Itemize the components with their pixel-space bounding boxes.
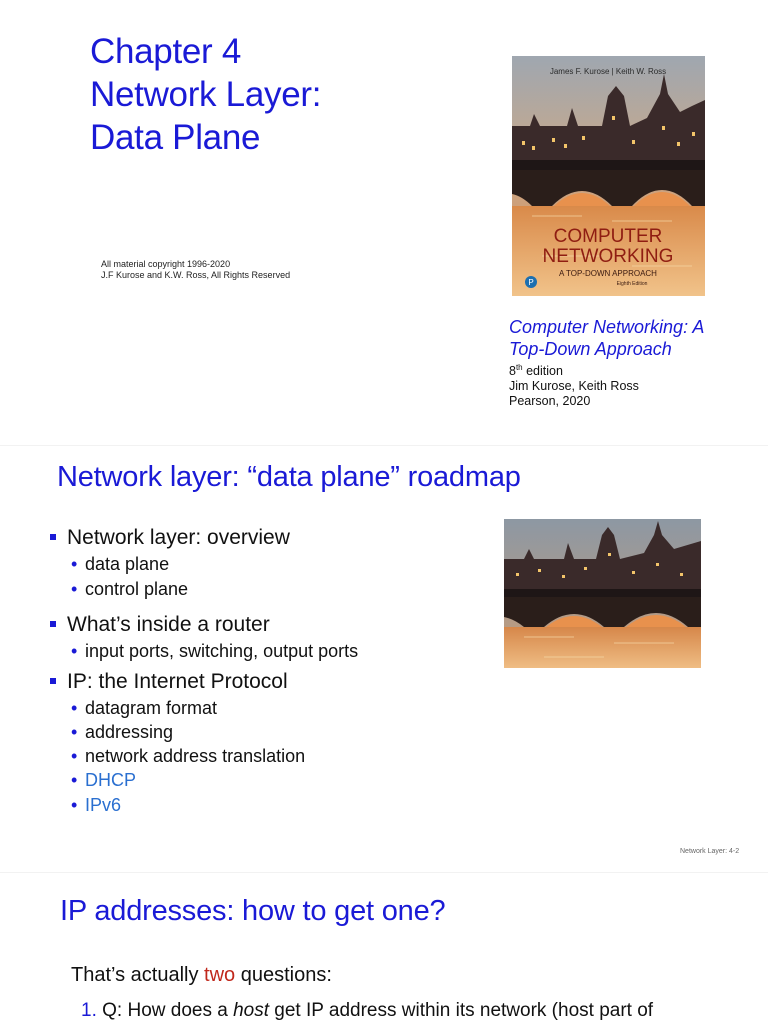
roadmap-subitem-label[interactable]: DHCP — [85, 770, 137, 790]
book-title-line: Computer Networking: A — [509, 317, 705, 337]
book-title-line: Top-Down Approach — [509, 339, 672, 359]
roadmap-item-label: IP: the Internet Protocol — [67, 670, 288, 693]
slide-divider — [0, 445, 768, 446]
question-text: get IP address within its network (host part of — [269, 1000, 654, 1021]
roadmap-subitem-label[interactable]: IPv6 — [85, 795, 122, 815]
book-publisher: Pearson, 2020 — [509, 394, 591, 409]
book-cover-image — [512, 56, 705, 296]
copyright-line: All material copyright 1996-2020 — [101, 259, 231, 269]
slide1-title-line: Data Plane — [90, 118, 261, 157]
round-bullet-icon: • — [71, 795, 78, 815]
book-cover-title-2: NETWORKING — [542, 246, 674, 267]
roadmap-subitem-label: input ports, switching, output ports — [85, 641, 359, 661]
round-bullet-icon: • — [71, 554, 78, 574]
slide3-intro — [71, 964, 332, 987]
intro-text: That’s actually — [71, 964, 205, 986]
intro-emphasis: two — [204, 964, 236, 986]
copyright-notice — [101, 259, 290, 281]
bridge-photo — [504, 519, 701, 668]
slide-number: Network Layer: 4-2 — [680, 848, 740, 855]
slide3-title: IP addresses: how to get one? — [60, 895, 446, 927]
roadmap-item-label: What’s inside a router — [67, 613, 270, 636]
edition-number: 8 — [509, 364, 516, 379]
question-text: Q: How does a — [96, 1000, 234, 1021]
slide1-title-line: Network Layer: — [90, 75, 322, 114]
roadmap-subitem-label: addressing — [85, 722, 174, 742]
square-bullet-icon — [50, 678, 56, 684]
roadmap-subitem-label: datagram format — [85, 698, 218, 718]
book-authors: Jim Kurose, Keith Ross — [509, 379, 639, 394]
round-bullet-icon: • — [71, 722, 78, 742]
roadmap-item-label: Network layer: overview — [67, 526, 290, 549]
roadmap-subitem-label: data plane — [85, 554, 170, 574]
slide-divider — [0, 872, 768, 873]
slide1-title-line: Chapter 4 — [90, 32, 242, 71]
book-cover-subtitle: A TOP-DOWN APPROACH — [559, 269, 657, 278]
edition-word: edition — [522, 364, 563, 379]
intro-text: questions: — [235, 964, 332, 986]
square-bullet-icon — [50, 621, 56, 627]
round-bullet-icon: • — [71, 698, 78, 718]
copyright-line: J.F Kurose and K.W. Ross, All Rights Reserved — [101, 270, 291, 280]
book-caption — [509, 316, 759, 409]
square-bullet-icon — [50, 534, 56, 540]
roadmap-subitem-label: network address translation — [85, 746, 306, 766]
round-bullet-icon: • — [71, 579, 78, 599]
book-edition — [509, 360, 759, 379]
question-number: 1. — [81, 1000, 97, 1021]
round-bullet-icon: • — [71, 641, 78, 661]
publisher-logo-letter: P — [528, 278, 534, 287]
slide2-title: Network layer: “data plane” roadmap — [57, 461, 521, 493]
book-cover-authors: James F. Kurose | Keith W. Ross — [549, 67, 667, 76]
book-cover-title-1: COMPUTER — [553, 226, 663, 247]
slide1-title — [90, 30, 321, 159]
question-italic: host — [233, 1000, 270, 1021]
book-cover-edition: Eighth Edition — [616, 281, 648, 287]
round-bullet-icon: • — [71, 770, 78, 790]
round-bullet-icon: • — [71, 746, 78, 766]
roadmap-subitem-label: control plane — [85, 579, 189, 599]
edition-suffix: th — [515, 363, 523, 372]
question-1 — [81, 1000, 653, 1022]
